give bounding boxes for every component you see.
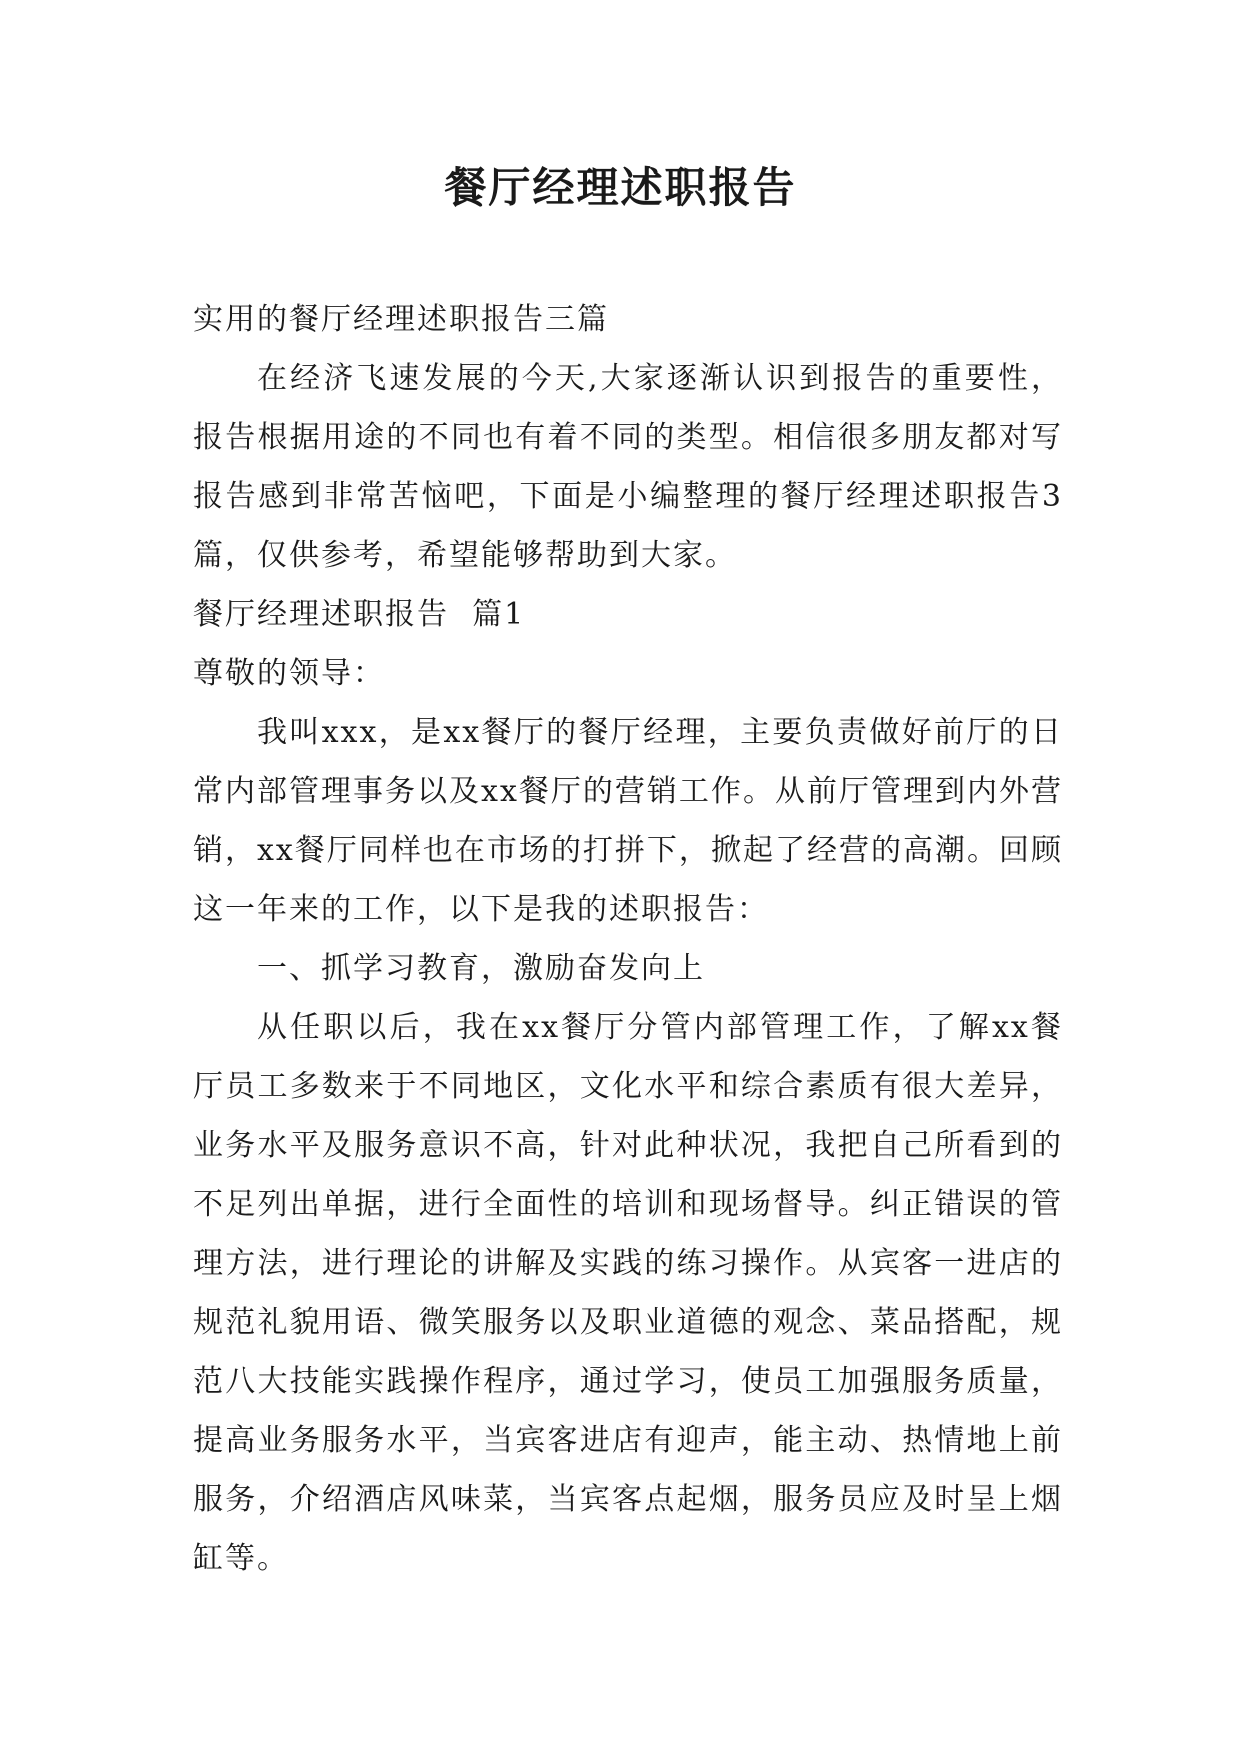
document-title: 餐厅经理述职报告 xyxy=(444,163,797,212)
salutation: 尊敬的领导： xyxy=(193,656,385,691)
part-heading: 餐厅经理述职报告 篇1 xyxy=(193,597,526,632)
body-paragraph-1: 我叫xxx，是xx餐厅的餐厅经理，主要负责做好前厅的日常内部管理事务以及xx餐厅的营销工作。从前厅管理到内外营销，xx餐厅同样也在市场的打拼下，掀起了经营的高潮。回顾这一年来的工作，以下是我的述职报告： xyxy=(193,715,1063,927)
document-body xyxy=(193,290,1063,1588)
body-paragraph-2: 从任职以后，我在xx餐厅分管内部管理工作，了解xx餐厅员工多数来于不同地区，文化水平和综合素质有很大差异，业务水平及服务意识不高，针对此种状况，我把自己所看到的不足列出单据，进行全面性的培训和现场督导。纠正错误的管理方法，进行理论的讲解及实践的练习操作。从宾客一进店的规范礼貌用语、微笑服务以及职业道德的观念、菜品搭配，规范八大技能实践操作程序，通过学习，使员工加强服务质量，提高业务服务水平，当宾客进店有迎声，能主动、热情地上前服务，介绍酒店风味菜，当宾客点起烟，服务员应及时呈上烟缸等。 xyxy=(193,1010,1063,1576)
intro-paragraph: 在经济飞速发展的今天,大家逐渐认识到报告的重要性，报告根据用途的不同也有着不同的类型。相信很多朋友都对写报告感到非常苦恼吧，下面是小编整理的餐厅经理述职报告3篇，仅供参考，希望能够帮助到大家。 xyxy=(193,361,1063,573)
document-subtitle: 实用的餐厅经理述职报告三篇 xyxy=(193,302,609,337)
section-heading-1: 一、抓学习教育，激励奋发向上 xyxy=(257,951,705,986)
